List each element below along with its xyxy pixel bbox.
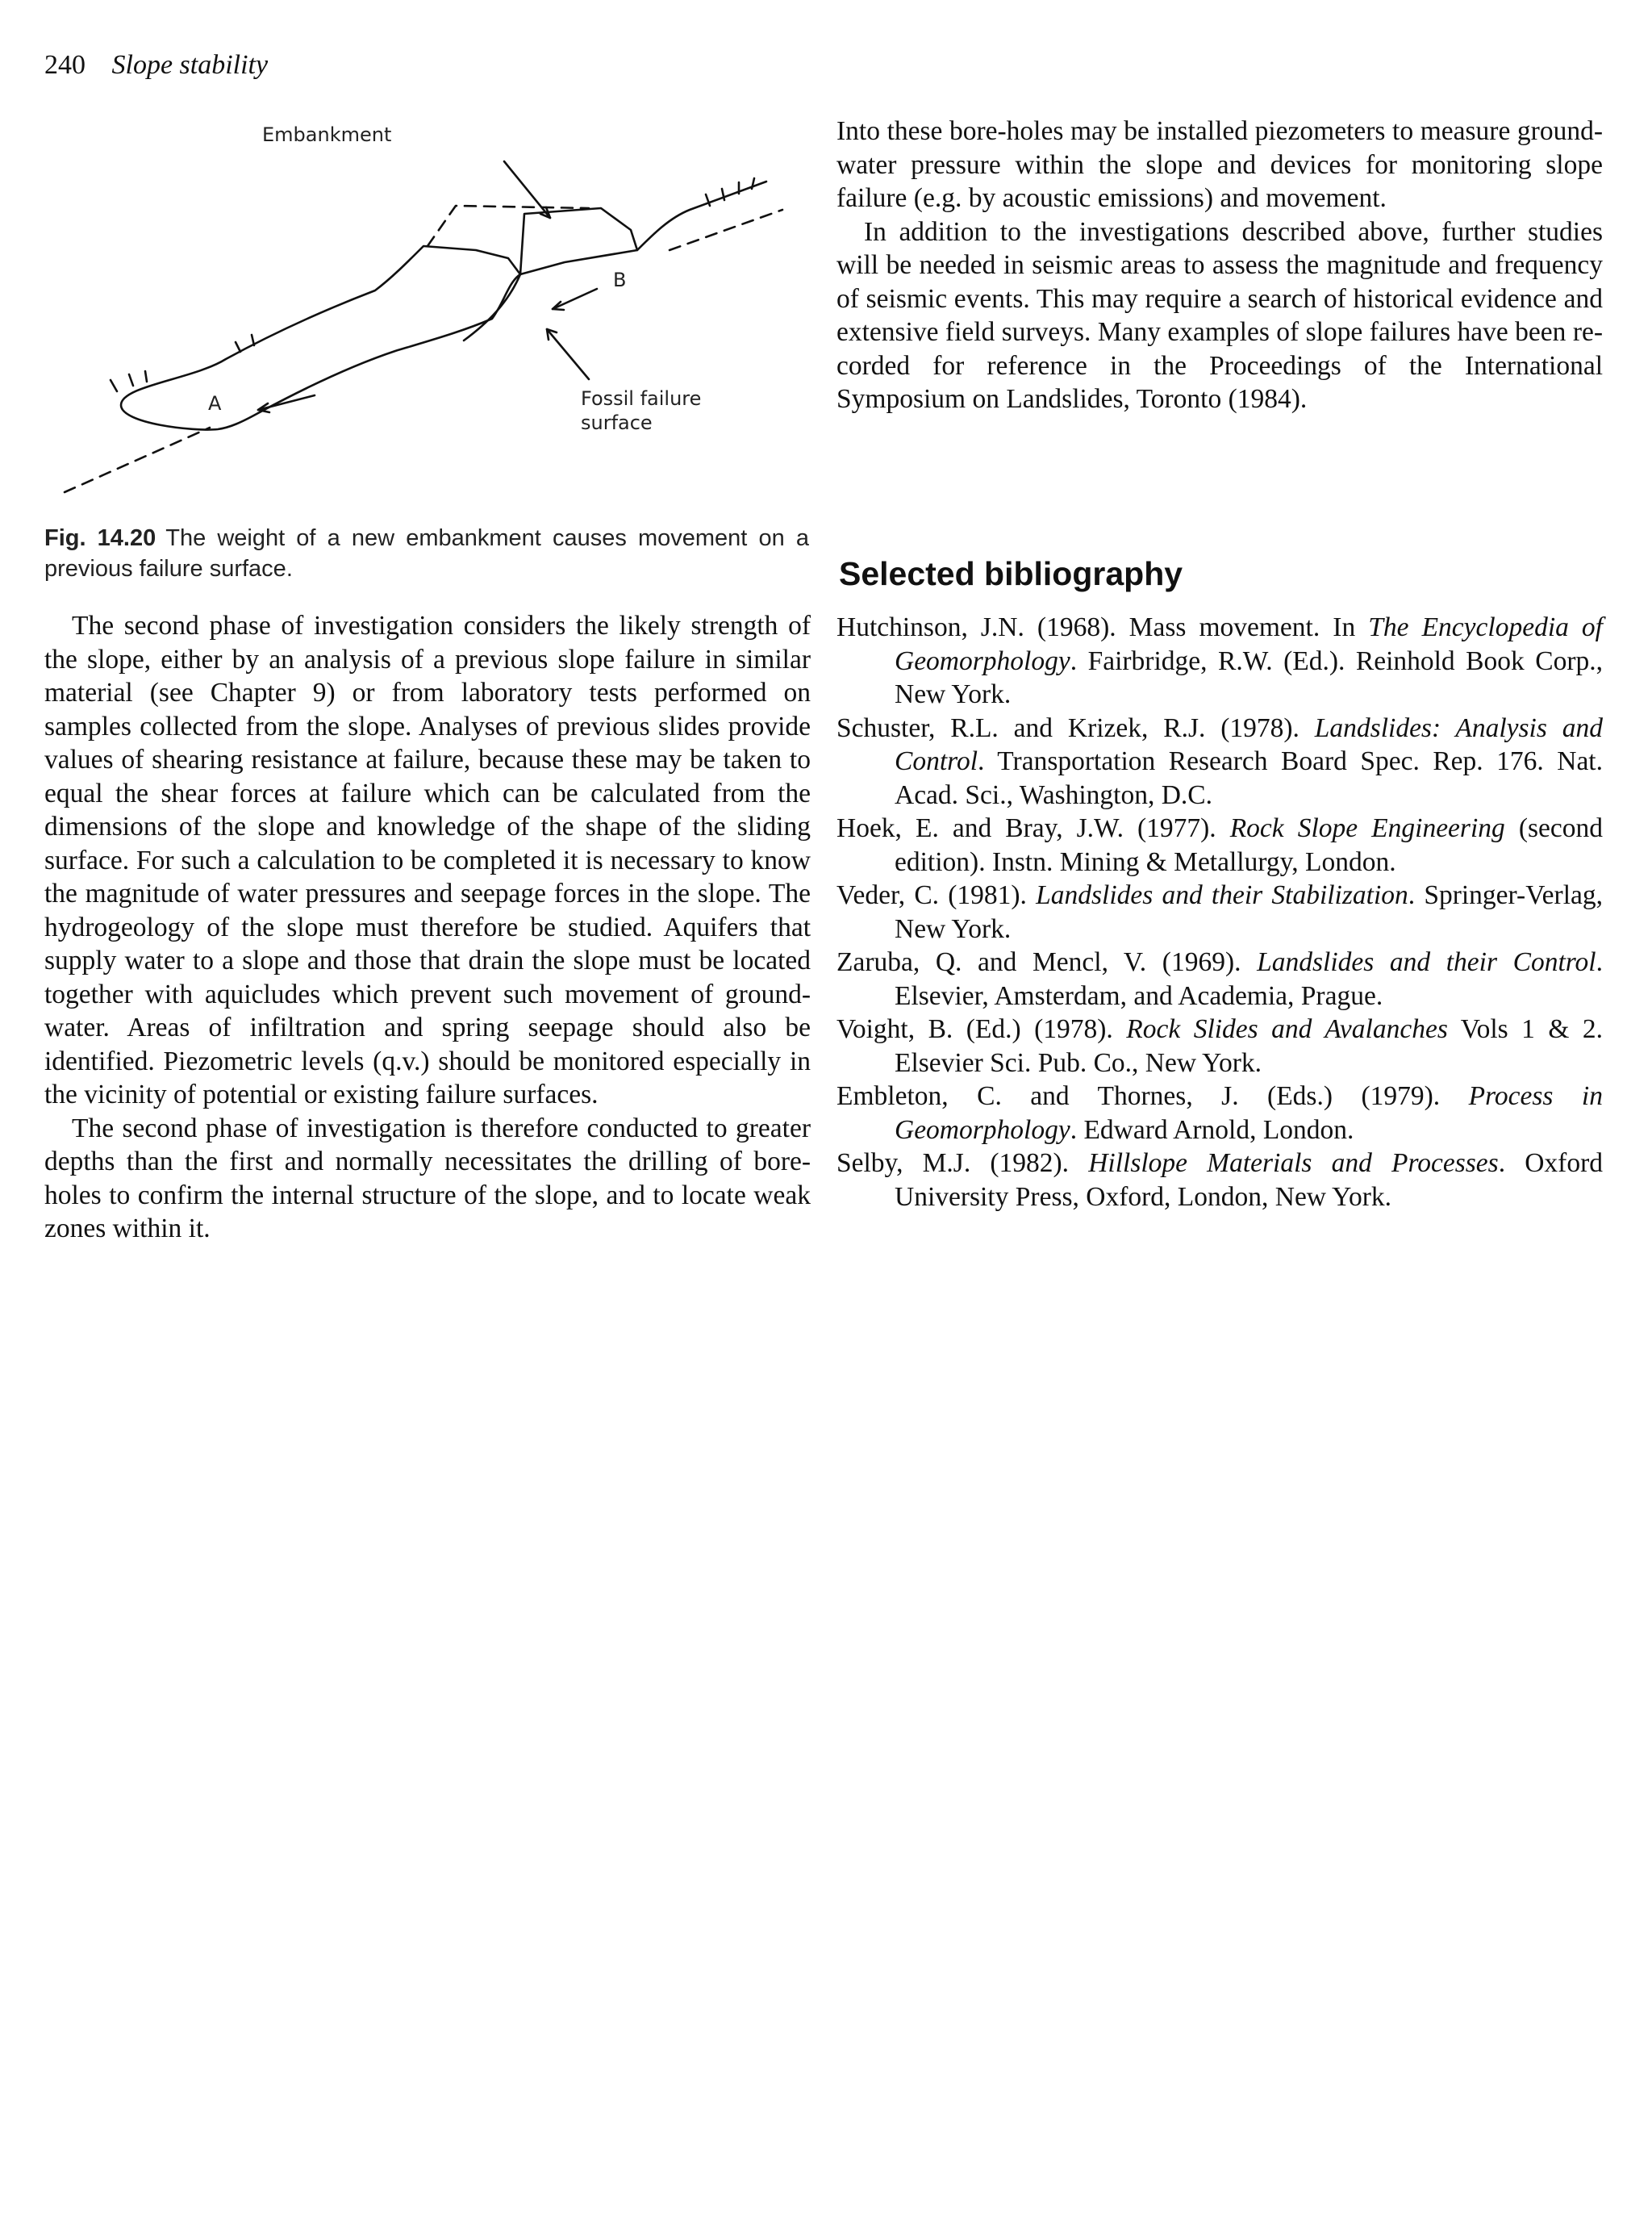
arrow-embankment [504, 161, 550, 218]
bibliography-entry: Embleton, C. and Thornes, J. (Eds.) (1979). Process in Geomorphology. Edward Arnold, London. [836, 1081, 1603, 1145]
bibliography-entry: Hoek, E. and Bray, J.W. (1977). Rock Slope Engineering (second edition). Instn. Mining & Metallurgy, London. [836, 813, 1603, 877]
bibliography-entry: Zaruba, Q. and Mencl, V. (1969). Landslides and their Control. Elsevier, Amsterdam, and Academia, Prague. [836, 947, 1603, 1011]
paragraph: The second phase of investigation considers the likely strength of the slope, either by an analysis of a previous slope failure in similar material (see Chapter 9) or from laboratory tests performed on samples collected from the slope. Analyses of previous slides provide values of shearing resistance at failure, because these may be taken to equal the shear forces at failure which can be calculated from the dimensions of the slope and knowledge of the shape of the sliding surface. For such a calculation to be completed it is necessary to know the magnitude of water pressures and seepage forces in the slope. The hydrogeology of the slope must therefore be studied. Aquifers that supply water to a slope and those that drain the slope must be located together with aquicludes which prevent such movement of ground-water. Areas of infiltration and spring seepage should also be identified. Piezometric levels (q.v.) should be monitored especially in the vicinity of potential or existing failure surfaces. [44, 611, 811, 1109]
bibliography-entry: Veder, C. (1981). Landslides and their Stabilization. Springer-Verlag, New York. [836, 880, 1604, 944]
caption-text: The weight of a new embankment causes movement on a previous failure surface. [44, 525, 810, 582]
arrow-fossil [547, 329, 589, 379]
page-number: 240 [44, 50, 86, 80]
vegetation-marks [111, 178, 754, 391]
label-point-b: B [613, 269, 627, 291]
label-embankment: Embankment [262, 123, 392, 146]
slope-diagram [56, 113, 815, 500]
label-point-a: A [208, 392, 222, 415]
label-fossil-line1: Fossil failure [581, 387, 702, 410]
upper-dashed [670, 210, 782, 250]
figure-caption [44, 523, 809, 584]
right-column [836, 115, 1603, 416]
slide-mass-outline [121, 246, 520, 430]
running-header [44, 50, 268, 81]
label-fossil-line2: surface [581, 411, 653, 434]
arrow-b [553, 289, 597, 309]
running-title: Slope stability [111, 50, 269, 80]
bibliography-entry: Schuster, R.L. and Krizek, R.J. (1978). Landslides: Analysis and Control. Transportation Research Board Spec. Rep. 176. Nat. Acad. Sci., Washington, D.C. [836, 712, 1603, 810]
paragraph: Into these bore-holes may be installed piezometers to measure ground-water pressure within the slope and devices for monitoring slope failure (e.g. by acoustic emissions) and movement. [836, 116, 1603, 213]
bibliography-entry: Selby, M.J. (1982). Hillslope Materials and Processes. Oxford University Press, Oxford, London, New York. [836, 1148, 1603, 1212]
lower-ground-dashed [65, 428, 210, 492]
bibliography-list [836, 611, 1603, 1214]
paragraph: In addition to the investigations described above, further studies will be needed in seismic areas to assess the magnitude and frequency of seismic events. This may require a search of historical evidence and extensive field surveys. Many examples of slope failures have been recorded for reference in the Proceedings of the International Symposium on Landslides, Toronto (1984). [836, 216, 1603, 414]
figure-number: Fig. 14.20 [44, 525, 156, 551]
paragraph: The second phase of investigation is therefore conducted to greater depths than the first and normally necessitates the drilling of bore-holes to confirm the internal structure of the slope, and to locate weak zones within it. [44, 1113, 811, 1243]
bibliography-entry: Hutchinson, J.N. (1968). Mass movement. In The Encyclopedia of Geomorphology. Fairbridge, R.W. (Ed.). Reinhold Book Corp., New York. [836, 612, 1603, 709]
left-column [44, 609, 811, 1246]
bibliography-entry: Voight, B. (Ed.) (1978). Rock Slides and Avalanches Vols 1 & 2. Elsevier Sci. Pub. Co., New York. [836, 1014, 1604, 1078]
bibliography-heading: Selected bibliography [839, 555, 1183, 592]
figure-slope-diagram [56, 113, 815, 500]
embankment-body [520, 208, 637, 274]
upper-slope [637, 182, 766, 250]
